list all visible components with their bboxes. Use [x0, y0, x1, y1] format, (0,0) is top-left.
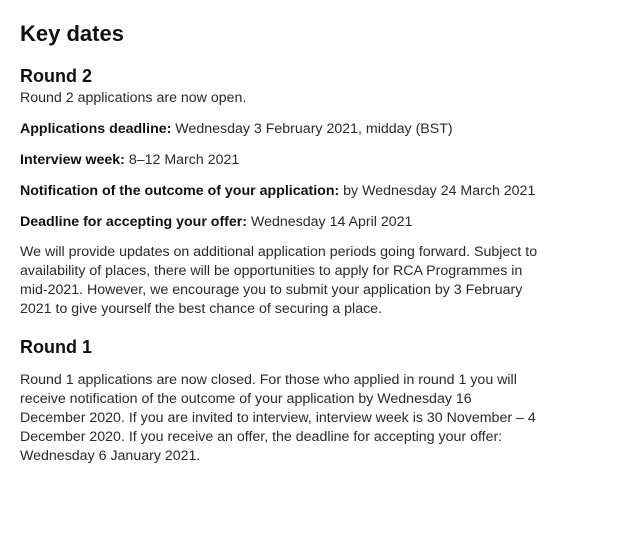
notification-value: by Wednesday 24 March 2021: [339, 183, 536, 199]
round-1-heading: Round 1: [20, 337, 92, 357]
applications-deadline-label: Applications deadline:: [20, 121, 172, 137]
round-2-intro: Round 2 applications are now open.: [20, 90, 247, 106]
applications-deadline: [20, 120, 540, 139]
round-2-heading: Round 2: [20, 66, 92, 86]
offer-acceptance-value: Wednesday 14 April 2021: [247, 214, 413, 230]
offer-acceptance-label: Deadline for accepting your offer:: [20, 214, 248, 230]
interview-week-label: Interview week:: [20, 152, 125, 168]
notification-of-outcome: [20, 182, 540, 201]
applications-deadline-value: Wednesday 3 February 2021, midday (BST): [171, 121, 453, 137]
interview-week: [20, 151, 540, 170]
offer-acceptance-deadline: [20, 213, 540, 232]
notification-label: Notification of the outcome of your application:: [20, 183, 340, 199]
interview-week-value: 8–12 March 2021: [124, 152, 240, 168]
round-1-body: Round 1 applications are now closed. For those who applied in round 1 you will receive notification of the outcome of your application by Wednesday 16 December 2020. If you are invited to interview, interview week is 30 November – 4 December 2020. If you receive an offer, the deadline for accepting your offer: Wednesday 6 January 2021.: [20, 372, 536, 464]
page-title: Key dates: [20, 21, 124, 46]
round-2-updates-paragraph: We will provide updates on additional application periods going forward. Subject to availability of places, there will be opportunities to apply for RCA Programmes in mid-2021. However, we encourage you to submit your application by 3 February 2021 to give yourself the best chance of securing a place.: [20, 244, 538, 317]
